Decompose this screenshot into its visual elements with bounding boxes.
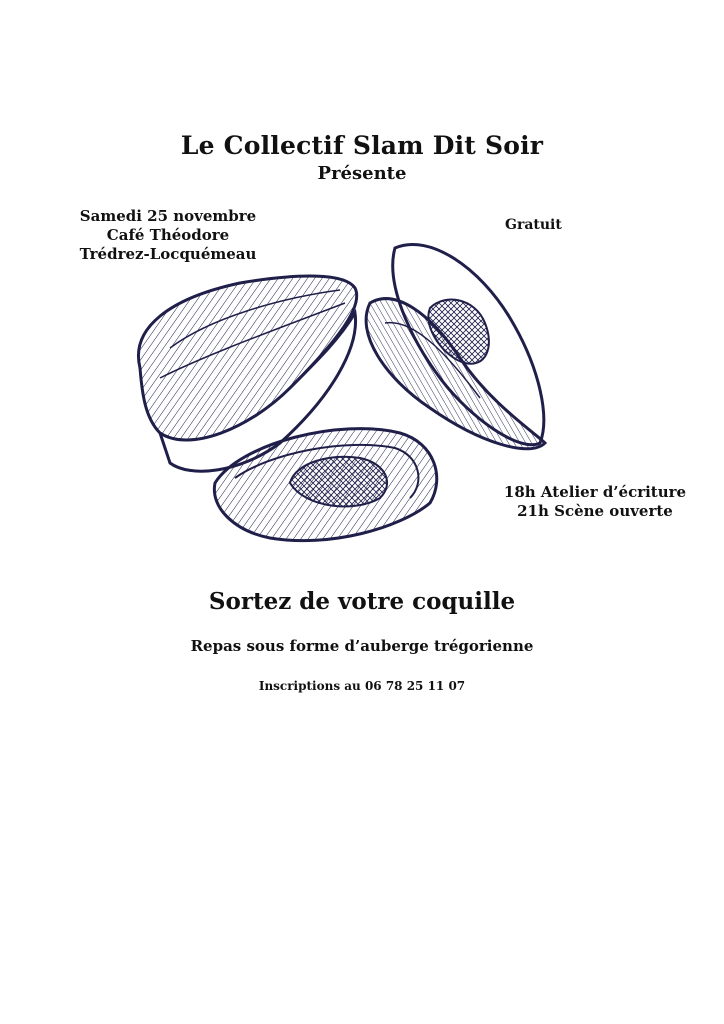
- headline: Sortez de votre coquille: [208, 588, 516, 615]
- right-mussel-shape: [366, 244, 545, 448]
- event-venue: Café Théodore: [106, 226, 230, 244]
- poster-subtitle: Présente: [317, 163, 407, 184]
- price-label: Gratuit: [505, 217, 562, 233]
- event-date: Samedi 25 novembre: [79, 207, 257, 225]
- schedule-open-stage: 21h Scène ouverte: [517, 502, 673, 520]
- schedule-workshop: 18h Atelier d’écriture: [503, 483, 687, 501]
- inscriptions-info: Inscriptions au 06 78 25 11 07: [258, 679, 466, 693]
- meal-info: Repas sous forme d’auberge trégorienne: [190, 637, 534, 655]
- event-town: Trédrez-Locquémeau: [79, 245, 257, 263]
- poster-title: Le Collectif Slam Dit Soir: [180, 131, 544, 160]
- schedule: [460, 483, 724, 521]
